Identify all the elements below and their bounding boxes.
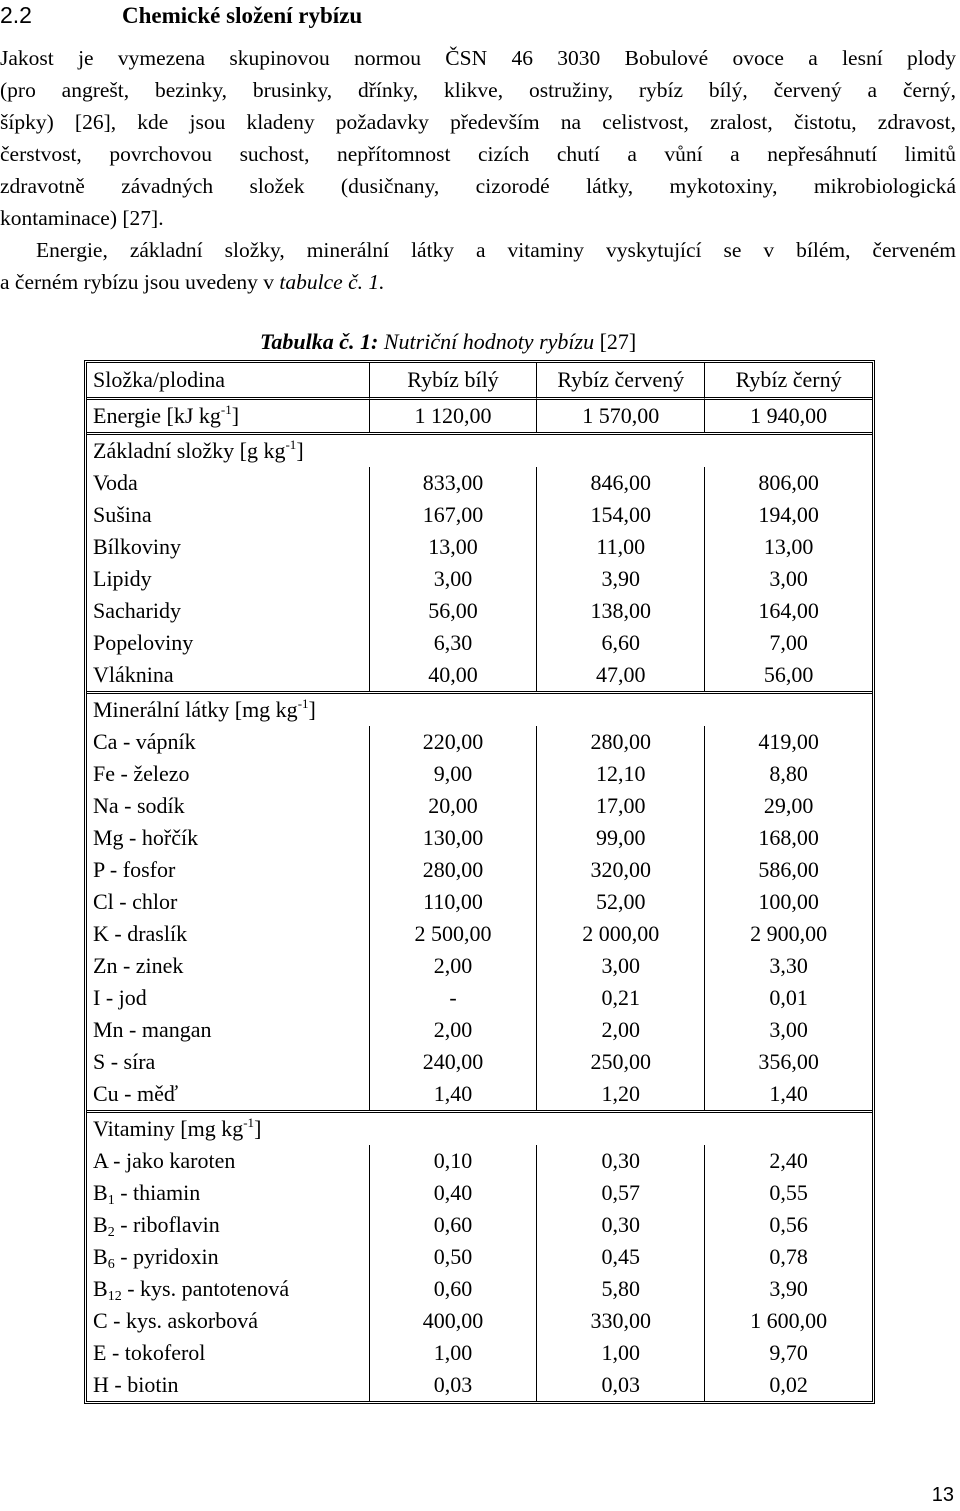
table-reference: tabulce č. 1. [279, 270, 385, 294]
value-cell: 47,00 [537, 659, 705, 691]
value-cell: 330,00 [537, 1305, 705, 1337]
row-name: Sacharidy [93, 598, 181, 623]
value-cell: 0,02 [769, 1372, 808, 1397]
table-header-row [87, 363, 872, 397]
value-cell: 833,00 [370, 467, 538, 499]
value-cell: 2,40 [769, 1148, 808, 1173]
row-label [87, 1241, 370, 1273]
table-row [87, 1177, 872, 1209]
table-row [87, 531, 872, 563]
row-label [87, 1337, 370, 1369]
value-cell: 1 120,00 [370, 397, 538, 432]
caption-title: Nutriční hodnoty rybízu [378, 329, 595, 354]
value-cell: 846,00 [537, 467, 705, 499]
value-cell: 5,80 [537, 1273, 705, 1305]
table-row [87, 726, 872, 758]
paragraph-line: Jakost je vymezena skupinovou normou ČSN 46 3030 Bobulové ovoce a lesní plody [0, 46, 956, 70]
group-title [87, 691, 872, 726]
table-row [87, 822, 872, 854]
row-label [87, 982, 370, 1014]
value-cell: 2 000,00 [537, 918, 705, 950]
group-title [87, 1110, 872, 1145]
row-name: A - jako karoten [93, 1148, 236, 1173]
row-label [87, 1305, 370, 1337]
value-cell: 250,00 [537, 1046, 705, 1078]
value-cell: 1,00 [370, 1337, 538, 1369]
value-cell: 1 600,00 [750, 1308, 828, 1333]
value-cell: 0,57 [537, 1177, 705, 1209]
paragraph-line: zdravotně závadných složek (dusičnany, cizorodé látky, mykotoxiny, mikrobiologická [0, 174, 956, 198]
group-title-text: Základní složky [g kg [93, 438, 286, 463]
table-row [87, 563, 872, 595]
value-cell: 419,00 [758, 729, 819, 754]
value-cell: 6,30 [370, 627, 538, 659]
row-name: Mg - hořčík [93, 825, 199, 850]
energy-row [87, 397, 872, 432]
value-cell: 3,00 [537, 950, 705, 982]
value-cell: 2 900,00 [750, 921, 828, 946]
row-label [87, 1209, 370, 1241]
value-cell: 9,70 [769, 1340, 808, 1365]
value-cell: 52,00 [537, 886, 705, 918]
caption-reference: [27] [594, 329, 637, 354]
value-cell: 280,00 [537, 726, 705, 758]
table-row [87, 790, 872, 822]
value-cell: 6,60 [537, 627, 705, 659]
row-label [87, 563, 370, 595]
value-cell: 154,00 [537, 499, 705, 531]
table-row [87, 467, 872, 499]
row-name: I - jod [93, 985, 147, 1010]
subscript: 1 [107, 1193, 115, 1208]
row-label [87, 499, 370, 531]
row-label [87, 1014, 370, 1046]
superscript: -1 [243, 1115, 255, 1130]
table-row [87, 1305, 872, 1337]
value-cell: 1 570,00 [537, 397, 705, 432]
subscript: 12 [107, 1289, 122, 1304]
row-name: Cu - měď [93, 1081, 179, 1106]
value-cell: 3,00 [370, 563, 538, 595]
row-name-rest: - riboflavin [114, 1212, 220, 1237]
bracket: ] [231, 403, 240, 428]
value-cell: 7,00 [769, 630, 808, 655]
section-number: 2.2 [0, 2, 32, 28]
row-label [87, 950, 370, 982]
header-cell: Rybíz červený [537, 363, 705, 397]
value-cell: 0,60 [370, 1273, 538, 1305]
value-cell: 806,00 [758, 470, 819, 495]
table-row [87, 918, 872, 950]
row-label [87, 1177, 370, 1209]
table-row [87, 1014, 872, 1046]
section-title: Chemické složení rybízu [122, 3, 363, 28]
superscript: -1 [285, 437, 297, 452]
row-label [87, 918, 370, 950]
value-cell: 12,10 [537, 758, 705, 790]
row-name: Zn - zinek [93, 953, 184, 978]
paragraph-line: kontaminace) [27]. [0, 206, 164, 230]
value-cell: 20,00 [370, 790, 538, 822]
table-row [87, 1241, 872, 1273]
table-row [87, 659, 872, 691]
table-row [87, 1209, 872, 1241]
value-cell: 2,00 [537, 1014, 705, 1046]
value-cell: 356,00 [758, 1049, 819, 1074]
group-title-text: Vitaminy [mg kg [93, 1116, 244, 1141]
header-cell: Složka/plodina [87, 363, 370, 397]
value-cell: 0,60 [370, 1209, 538, 1241]
row-label [87, 854, 370, 886]
value-cell: 0,56 [769, 1212, 808, 1237]
row-name: K - draslík [93, 921, 188, 946]
group-header-row [87, 1110, 872, 1145]
value-cell: 220,00 [370, 726, 538, 758]
value-cell: 110,00 [370, 886, 538, 918]
row-label [87, 1273, 370, 1305]
table-row [87, 1273, 872, 1305]
group-title [87, 432, 872, 467]
row-name: H - biotin [93, 1372, 179, 1397]
table-row [87, 1369, 872, 1401]
value-cell: 40,00 [370, 659, 538, 691]
header-cell: Rybíz černý [735, 367, 842, 392]
value-cell: 2 500,00 [370, 918, 538, 950]
paragraph-2 [0, 234, 956, 298]
nutrition-table [84, 360, 875, 1404]
bracket: ] [254, 1116, 262, 1141]
table-row [87, 595, 872, 627]
row-label [87, 790, 370, 822]
value-cell: 194,00 [758, 502, 819, 527]
group-header-row [87, 432, 872, 467]
value-cell: 56,00 [370, 595, 538, 627]
caption-label: Tabulka č. 1: [260, 329, 379, 354]
row-label [87, 531, 370, 563]
energy-label: Energie [kJ kg [93, 403, 221, 428]
row-name: Lipidy [93, 566, 152, 591]
value-cell: 3,90 [537, 563, 705, 595]
value-cell: 0,50 [370, 1241, 538, 1273]
row-label [87, 1369, 370, 1401]
row-name: Vláknina [93, 662, 174, 687]
bracket: ] [308, 697, 316, 722]
value-cell: 1,00 [537, 1337, 705, 1369]
row-name: Popeloviny [93, 630, 194, 655]
value-cell: 1,20 [537, 1078, 705, 1110]
row-name: Ca - vápník [93, 729, 196, 754]
value-cell: 586,00 [758, 857, 819, 882]
row-label [87, 467, 370, 499]
row-name: B [93, 1212, 108, 1237]
value-cell: 167,00 [370, 499, 538, 531]
table-row [87, 982, 872, 1014]
value-cell: 0,78 [769, 1244, 808, 1269]
row-label [87, 822, 370, 854]
row-label [87, 1145, 370, 1177]
row-name: S - síra [93, 1049, 156, 1074]
bracket: ] [296, 438, 304, 463]
table-row [87, 1078, 872, 1110]
value-cell: 29,00 [763, 793, 814, 818]
table-row [87, 950, 872, 982]
value-cell: 17,00 [537, 790, 705, 822]
value-cell: 3,00 [769, 1017, 808, 1042]
value-cell: 2,00 [370, 950, 538, 982]
row-label [87, 397, 370, 432]
value-cell: 8,80 [769, 761, 808, 786]
value-cell: 2,00 [370, 1014, 538, 1046]
group-header-row [87, 691, 872, 726]
value-cell: 0,03 [370, 1369, 538, 1401]
value-cell: 3,30 [769, 953, 808, 978]
value-cell: 280,00 [370, 854, 538, 886]
row-name: Sušina [93, 502, 152, 527]
row-name: C - kys. askorbová [93, 1308, 258, 1333]
value-cell: 1 940,00 [705, 397, 872, 432]
paragraph-line: čerstvost, povrchovou suchost, nepřítomnost cizích chutí a vůní a nepřesáhnutí limitů [0, 142, 956, 166]
row-name: B [93, 1180, 108, 1205]
table-row [87, 854, 872, 886]
paragraph-line [0, 266, 956, 298]
paragraph-line: (pro angrešt, bezinky, brusinky, dřínky, klikve, ostružiny, rybíz bílý, červený a černý, [0, 78, 956, 102]
row-label [87, 595, 370, 627]
row-label [87, 758, 370, 790]
row-name-rest: - thiamin [114, 1180, 201, 1205]
value-cell: 400,00 [370, 1305, 538, 1337]
superscript: -1 [220, 402, 232, 417]
row-name: Na - sodík [93, 793, 185, 818]
group-title-text: Minerální látky [mg kg [93, 697, 298, 722]
row-name: B [93, 1244, 108, 1269]
value-cell: 168,00 [758, 825, 819, 850]
header-cell: Rybíz bílý [370, 363, 538, 397]
value-cell: 130,00 [370, 822, 538, 854]
value-cell: 3,00 [769, 566, 808, 591]
subscript: 2 [107, 1225, 115, 1240]
table-caption [260, 326, 636, 358]
value-cell: 13,00 [763, 534, 814, 559]
row-name: Bílkoviny [93, 534, 182, 559]
value-cell: 9,00 [370, 758, 538, 790]
table-row [87, 758, 872, 790]
value-cell: 0,40 [370, 1177, 538, 1209]
value-cell: 99,00 [537, 822, 705, 854]
row-name: Voda [93, 470, 138, 495]
value-cell: 164,00 [758, 598, 819, 623]
page-number: 13 [931, 1484, 954, 1506]
value-cell: 0,30 [537, 1209, 705, 1241]
row-name: Mn - mangan [93, 1017, 212, 1042]
row-label [87, 1046, 370, 1078]
table-row [87, 1046, 872, 1078]
value-cell: - [370, 982, 538, 1014]
paragraph-line: šípky) [26], kde jsou kladeny požadavky především na celistvost, zralost, čistotu, zdravost, [0, 110, 956, 134]
paragraph-2-line-2: a černém rybízu jsou uvedeny v [0, 270, 280, 294]
value-cell: 100,00 [758, 889, 819, 914]
row-name: B [93, 1276, 108, 1301]
value-cell: 56,00 [763, 662, 814, 687]
row-label [87, 1078, 370, 1110]
row-label [87, 659, 370, 691]
row-name: P - fosfor [93, 857, 176, 882]
value-cell: 0,55 [769, 1180, 808, 1205]
section-heading [0, 0, 362, 30]
value-cell: 13,00 [370, 531, 538, 563]
row-label [87, 726, 370, 758]
table-row [87, 886, 872, 918]
value-cell: 0,30 [537, 1145, 705, 1177]
table-row [87, 1337, 872, 1369]
value-cell: 0,01 [769, 985, 808, 1010]
table-row [87, 499, 872, 531]
table-row [87, 1145, 872, 1177]
value-cell: 1,40 [370, 1078, 538, 1110]
row-name: Cl - chlor [93, 889, 178, 914]
superscript: -1 [297, 696, 309, 711]
paragraph-1 [0, 42, 956, 234]
value-cell: 0,10 [370, 1145, 538, 1177]
value-cell: 0,45 [537, 1241, 705, 1273]
row-name-rest: - pyridoxin [114, 1244, 219, 1269]
subscript: 6 [107, 1257, 115, 1272]
row-name: Fe - železo [93, 761, 190, 786]
value-cell: 0,03 [537, 1369, 705, 1401]
value-cell: 3,90 [769, 1276, 808, 1301]
paragraph-2-line-1: Energie, základní složky, minerální látky a vitaminy vyskytující se v bílém, červeném [36, 238, 956, 262]
row-label [87, 886, 370, 918]
value-cell: 240,00 [370, 1046, 538, 1078]
paragraph-line [0, 234, 956, 266]
value-cell: 138,00 [537, 595, 705, 627]
value-cell: 1,40 [769, 1081, 808, 1106]
row-label [87, 627, 370, 659]
table-row [87, 627, 872, 659]
row-name: E - tokoferol [93, 1340, 206, 1365]
value-cell: 11,00 [537, 531, 705, 563]
value-cell: 320,00 [537, 854, 705, 886]
value-cell: 0,21 [537, 982, 705, 1014]
row-name-rest: - kys. pantotenová [121, 1276, 290, 1301]
